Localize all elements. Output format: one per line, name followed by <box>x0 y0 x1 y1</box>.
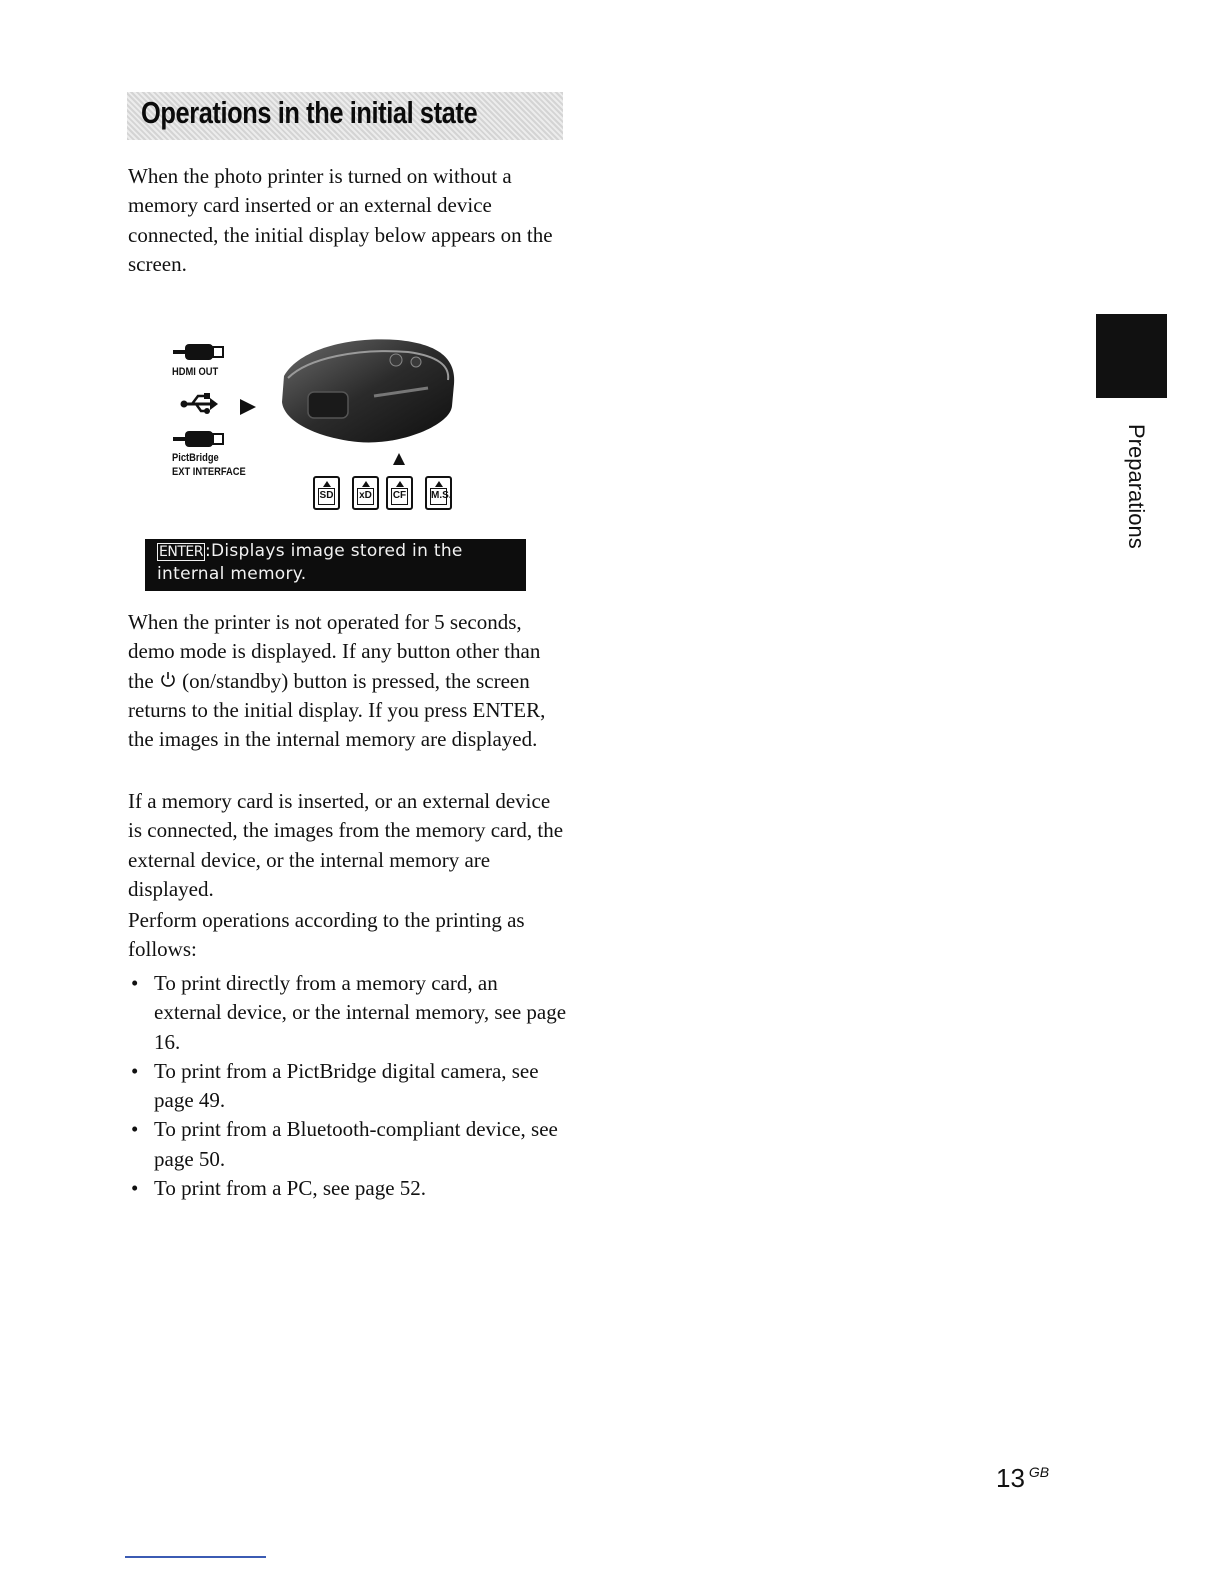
card-slot-cf: CF <box>386 476 413 510</box>
demo-text-end: (on/standby) button is pressed, the screen returns to the initial display. If you press ENTER, the images in the internal memory are displayed. <box>128 668 546 752</box>
hdmi-connector-icon <box>173 341 229 363</box>
bullet-marker: • <box>131 1117 139 1142</box>
list-item: • To print from a Bluetooth-compliant device, see page 50. <box>131 1117 558 1171</box>
page-number-suffix: GB <box>1028 1464 1050 1481</box>
memory-card-paragraph: If a memory card is inserted, or an external device is connected, the images from the memory card, the external device, or the internal memory are displayed. <box>128 789 564 901</box>
list-item: • To print from a PictBridge digital camera, see page 49. <box>131 1058 539 1113</box>
card-slot-xd: xD <box>352 476 379 510</box>
list-item: • To print from a PC, see page 52. <box>128 1174 568 1203</box>
print-options-list <box>128 969 568 1203</box>
footer-rule <box>125 1556 266 1558</box>
demo-mode-paragraph <box>128 608 568 754</box>
bullet-marker: • <box>131 1176 139 1201</box>
card-slot-ms: M.S. <box>425 476 452 510</box>
initial-display-figure <box>170 336 500 526</box>
enter-message-text: :Displays image stored in the internal memory. <box>157 541 463 584</box>
perform-operations-paragraph: Perform operations according to the printing as follows: <box>128 908 525 962</box>
bullet-marker: • <box>131 971 139 995</box>
card-slot-sd: SD <box>313 476 340 510</box>
bullet-marker: • <box>131 1058 139 1083</box>
page-number: 13 $^{GB}$ <box>996 1463 1050 1493</box>
hdmi-out-label: HDMI OUT <box>172 366 219 378</box>
section-heading: Operations in the initial state <box>141 95 478 130</box>
power-standby-icon <box>159 671 177 689</box>
ext-interface-connector-icon <box>173 428 229 450</box>
printer-image <box>278 336 458 448</box>
ext-interface-label: EXT INTERFACE <box>172 466 246 478</box>
enter-message-box <box>145 539 526 591</box>
intro-paragraph: When the photo printer is turned on without a memory card inserted or an external device connected, the initial display below appears on the screen. <box>128 164 553 276</box>
up-arrow-icon <box>392 452 406 466</box>
section-tab-marker <box>1096 314 1167 398</box>
usb-icon <box>180 392 220 416</box>
play-arrow-icon <box>238 398 258 416</box>
demo-text-start: When the printer is not operated for 5 seconds, demo mode is displayed. If any button other than the <box>128 610 541 693</box>
section-tab-label: Preparations <box>1124 424 1149 549</box>
list-item: • To print directly from a memory card, an external device, or the internal memory, see page 16. <box>131 971 567 1054</box>
pictbridge-label: PictBridge <box>172 452 219 464</box>
section-heading-band <box>127 92 563 140</box>
enter-key-label: ENTER <box>159 544 203 560</box>
